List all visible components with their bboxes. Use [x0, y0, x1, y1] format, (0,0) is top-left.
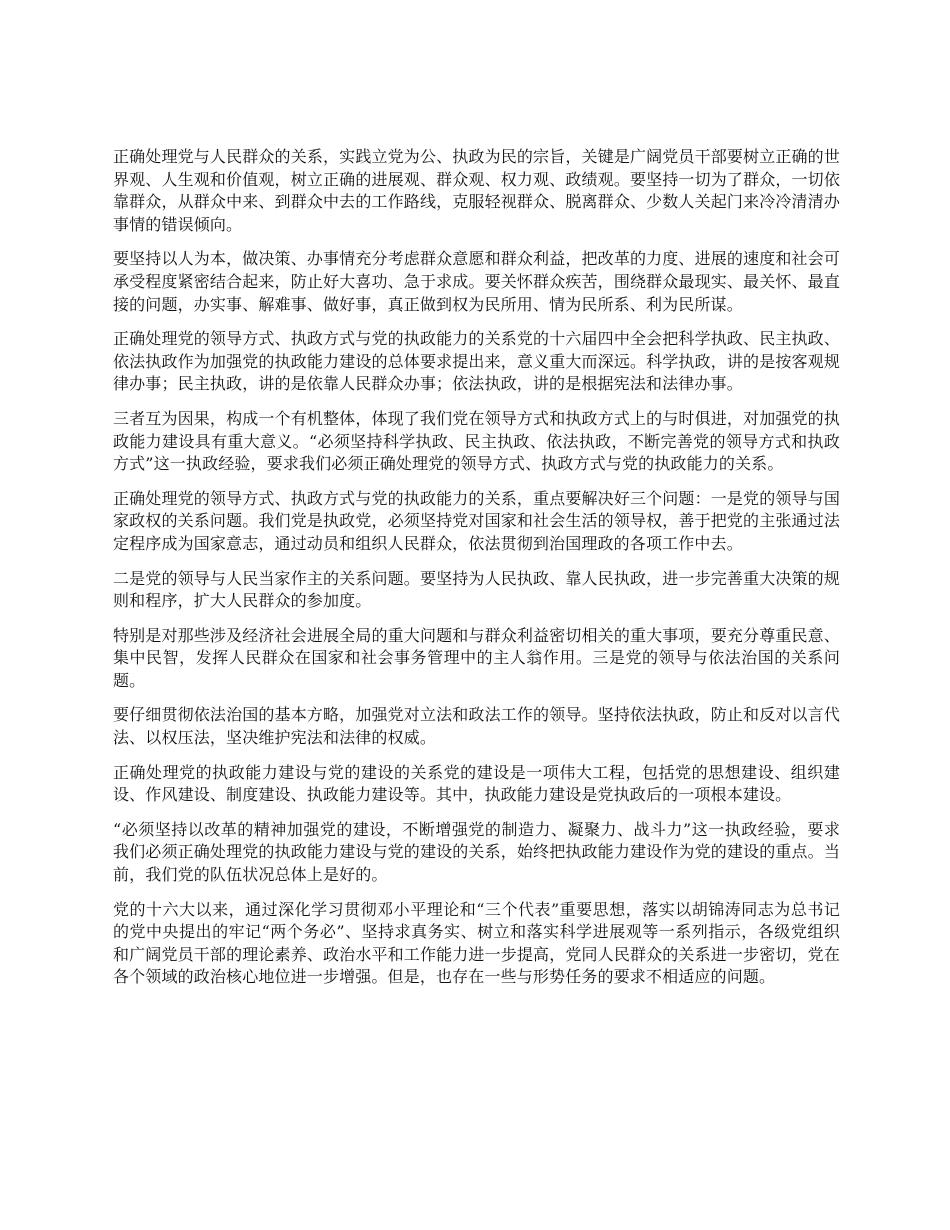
paragraph-5: 正确处理党的领导方式、执政方式与党的执政能力的关系，重点要解决好三个问题：一是党的领导与国家政权的关系问题。我们党是执政党，必须坚持党对国家和社会生活的领导权，善于把党的主张通过法定程序成为国家意志，通过动员和组织人民群众，依法贯彻到治国理政的各项工作中去。 — [113, 488, 840, 553]
paragraph-4: 三者互为因果，构成一个有机整体，体现了我们党在领导方式和执政方式上的与时俱进，对加强党的执政能力建设具有重大意义。“必须坚持科学执政、民主执政、依法执政，不断完善党的领导方式和执政方式”这一执政经验，要求我们必须正确处理党的领导方式、执政方式与党的执政能力的关系。 — [113, 408, 840, 474]
paragraph-7: 特别是对那些涉及经济社会进展全局的重大问题和与群众利益密切相关的重大事项，要充分尊重民意、集中民智，发挥人民群众在国家和社会事务管理中的主人翁作用。三是党的领导与依法治国的关系问题。 — [113, 625, 840, 690]
paragraph-8: 要仔细贯彻依法治国的基本方略，加强党对立法和政法工作的领导。坚持依法执政，防止和反对以言代法、以权压法，坚决维护宪法和法律的权威。 — [113, 705, 840, 748]
paragraph-2: 要坚持以人为本，做决策、办事情充分考虑群众意愿和群众利益，把改革的力度、进展的速度和社会可承受程度紧密结合起来，防止好大喜功、急于求成。要关怀群众疾苦，围绕群众最现实、最关怀、最直接的问题，办实事、解难事、做好事，真正做到权为民所用、情为民所系、利为民所谋。 — [113, 249, 840, 314]
paragraph-1: 正确处理党与人民群众的关系，实践立党为公、执政为民的宗旨，关键是广阔党员干部要树立正确的世界观、人生观和价值观，树立正确的进展观、群众观、权力观、政绩观。要坚持一切为了群众，一切依靠群众，从群众中来、到群众中去的工作路线，克服轻视群众、脱离群众、少数人关起门来冷冷清清办事情的错误倾向。 — [113, 147, 840, 234]
paragraph-9: 正确处理党的执政能力建设与党的建设的关系党的建设是一项伟大工程，包括党的思想建设、组织建设、作风建设、制度建设、执政能力建设等。其中，执政能力建设是党执政后的一项根本建设。 — [113, 762, 840, 805]
document-body — [113, 146, 840, 1001]
paragraph-10: “必须坚持以改革的精神加强党的建设，不断增强党的制造力、凝聚力、战斗力”这一执政经验，要求我们必须正确处理党的执政能力建设与党的建设的关系，始终把执政能力建设作为党的建设的重点。当前，我们党的队伍状况总体上是好的。 — [113, 819, 840, 885]
paragraph-11: 党的十六大以来，通过深化学习贯彻邓小平理论和“三个代表”重要思想，落实以胡锦涛同志为总书记的党中央提出的牢记“两个务必”、坚持求真务实、树立和落实科学进展观等一系列指示，各级党组织和广阔党员干部的理论素养、政治水平和工作能力进一步提高，党同人民群众的关系进一步密切，党在各个领域的政治核心地位进一步增强。但是，也存在一些与形势任务的要求不相适应的问题。 — [113, 899, 840, 987]
paragraph-6: 二是党的领导与人民当家作主的关系问题。要坚持为人民执政、靠人民执政，进一步完善重大决策的规则和程序，扩大人民群众的参加度。 — [113, 568, 840, 611]
paragraph-3: 正确处理党的领导方式、执政方式与党的执政能力的关系党的十六届四中全会把科学执政、民主执政、依法执政作为加强党的执政能力建设的总体要求提出来，意义重大而深远。科学执政，讲的是按客观规律办事；民主执政，讲的是依靠人民群众办事；依法执政，讲的是根据宪法和法律办事。 — [113, 329, 840, 394]
